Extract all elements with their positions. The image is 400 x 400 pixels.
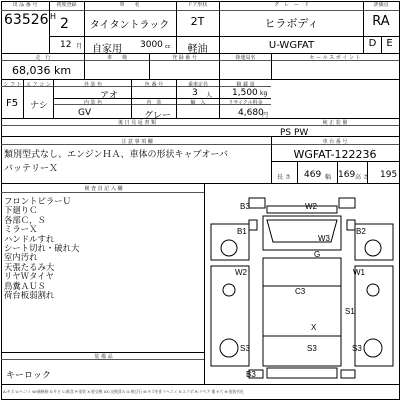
inspector-item: シート切れ・破れ大 (4, 243, 80, 254)
month-unit: 月 (76, 43, 83, 50)
damage-diagram (205, 186, 398, 384)
inspector-item: 各部Ｃ，Ｓ (4, 214, 46, 225)
car-name-label: 車 名 (119, 2, 140, 8)
int-color-label: 内 装 色 (83, 100, 103, 106)
inspector-label: 検 査 員 記 入 欄 (84, 186, 123, 192)
ext-color-value: アオ (100, 91, 118, 101)
damage-mark-w2-hood: W2 (305, 202, 317, 211)
shift-value: F5 (6, 98, 19, 109)
equipment-label: 純 正 装 備 (322, 120, 348, 126)
damage-mark-w3: W3 (318, 234, 330, 243)
model-code: U-WGFAT (268, 40, 315, 51)
damage-mark-s3-left: S3 (240, 344, 250, 353)
fuel: 軽油 (187, 44, 208, 55)
notes-line-1: 類別型式なし、エンジンＨＡ、車体の形状キャブオーバ (4, 150, 229, 160)
int-type: GV (78, 108, 92, 118)
damage-legend: A:キズ U:ヘコミ W:補修跡 S:サビ C:腐食 P:塗装 X:要交換 XX:交換済み G:飛び石 B:キズを伴うヘコミ E:エクボ R:リペア 傷 Y:穴 H:塗装劣化 (3, 389, 244, 394)
displacement: 3000 (140, 40, 163, 50)
inspector-item: 荷台板弱割れ (4, 290, 55, 301)
recycle-label: リサイクル料金 (228, 100, 263, 106)
accessories-value: キーロック (6, 371, 51, 381)
car-name: タイタントラック (89, 20, 170, 31)
door-label: ドア形状 (187, 2, 208, 8)
damage-mark-w2-left: W2 (235, 268, 247, 277)
inspector-item: リヤＷタイヤ (4, 271, 54, 282)
capacity-unit: kg (260, 90, 268, 97)
chassis-number: WGFAT-122236 (293, 148, 377, 161)
ac-label: エ ア コ ン (26, 82, 51, 88)
capacity-label: 積 載 量 (236, 82, 255, 88)
transport-office-label: 陸運局名 (235, 55, 256, 61)
inspector-list (4, 197, 79, 300)
door-type: 2T (190, 15, 205, 28)
int-color-value: グレー (144, 111, 172, 121)
shift-label: シ フ ト (3, 82, 22, 88)
damage-mark-g: G (314, 250, 321, 259)
reg-number-label: 登 録 番 号 (172, 55, 197, 61)
reg-year: 2 (60, 16, 69, 32)
damage-mark-c3: C3 (295, 287, 306, 296)
inspection-label: 車 検 (106, 55, 127, 61)
exterior-score: E (386, 38, 393, 49)
seats-unit: 人 (206, 92, 213, 99)
length-label: 長 さ (277, 174, 291, 181)
lot-number: 63526 (4, 12, 49, 28)
capacity-value: 1,500 (232, 88, 258, 98)
color-no-label: 色 番 号 (144, 82, 164, 88)
damage-mark-s3-mid: S3 (307, 344, 317, 353)
cc-unit: cc (165, 44, 171, 50)
ext-color-label: 外 装 色 (83, 82, 103, 88)
inspector-item: 天張たるみ大 (4, 261, 55, 272)
damage-mark-b3-top: B3 (240, 202, 250, 211)
equipment-value: PS PW (280, 128, 309, 138)
grade: ヒラボディ (264, 17, 319, 30)
import-label: 輸 入 (190, 100, 206, 106)
later-docs-label: 後 日 見 返 書 類 (118, 120, 156, 126)
eval-label: 評価点 (373, 2, 389, 8)
damage-mark-s1: S1 (345, 307, 355, 316)
usage: 自家用 (92, 44, 122, 55)
accessories-label: 装 備 品 (94, 354, 113, 360)
damage-mark-w1: W1 (353, 268, 365, 277)
sales-point-label: セ ー ル ス ポ イ ン ト (309, 55, 361, 61)
lot-label: 出 品 番 号 (12, 2, 38, 8)
era: H (50, 12, 57, 21)
damage-mark-x: X (311, 323, 317, 332)
chassis-label: 車 台 番 号 (322, 139, 348, 145)
eval-score: RA (372, 14, 390, 29)
int-pattern-label: 内 装 (146, 100, 162, 106)
inspector-item: 室内汚れ (4, 252, 38, 263)
inspector-item: 鳥糞ＡＵＳ (4, 280, 46, 291)
inspector-item: ミラーＸ (4, 224, 38, 235)
grade-label: グ レ ー ド (273, 2, 309, 8)
mileage-label: 走 行 (35, 55, 51, 61)
recycle-unit: 円 (262, 112, 269, 119)
seats-label: 乗車定員 (187, 82, 208, 88)
width-value: 169 (338, 170, 356, 180)
inspector-item: 下廻りＣ (4, 205, 38, 216)
inspector-item: ハンドルすれ (4, 233, 55, 244)
notes-line-2: バッテリーＸ (4, 164, 59, 174)
ac-value: ナシ (30, 101, 48, 111)
damage-mark-s3-right: S3 (352, 344, 362, 353)
first-reg-label: 初度登録 (56, 2, 77, 8)
recycle-amount: 4,680 (238, 108, 264, 118)
reg-month: 12 (60, 40, 72, 50)
mileage-value: 68,036 km (12, 64, 72, 77)
length-value: 469 (304, 170, 322, 180)
interior-score: D (368, 38, 377, 49)
seats-value: 3 (192, 88, 198, 98)
inspector-item: フロントピラーＵ (4, 196, 71, 206)
height-value: 195 (380, 170, 398, 180)
damage-mark-b2: B2 (356, 227, 366, 236)
height-label: 高 さ (355, 174, 369, 181)
damage-mark-b3-bottom: B3 (246, 370, 256, 379)
width-label: 幅 (324, 174, 331, 181)
damage-mark-b1: B1 (237, 227, 247, 236)
notes-label: 注 意 事 項 欄 (121, 139, 153, 145)
